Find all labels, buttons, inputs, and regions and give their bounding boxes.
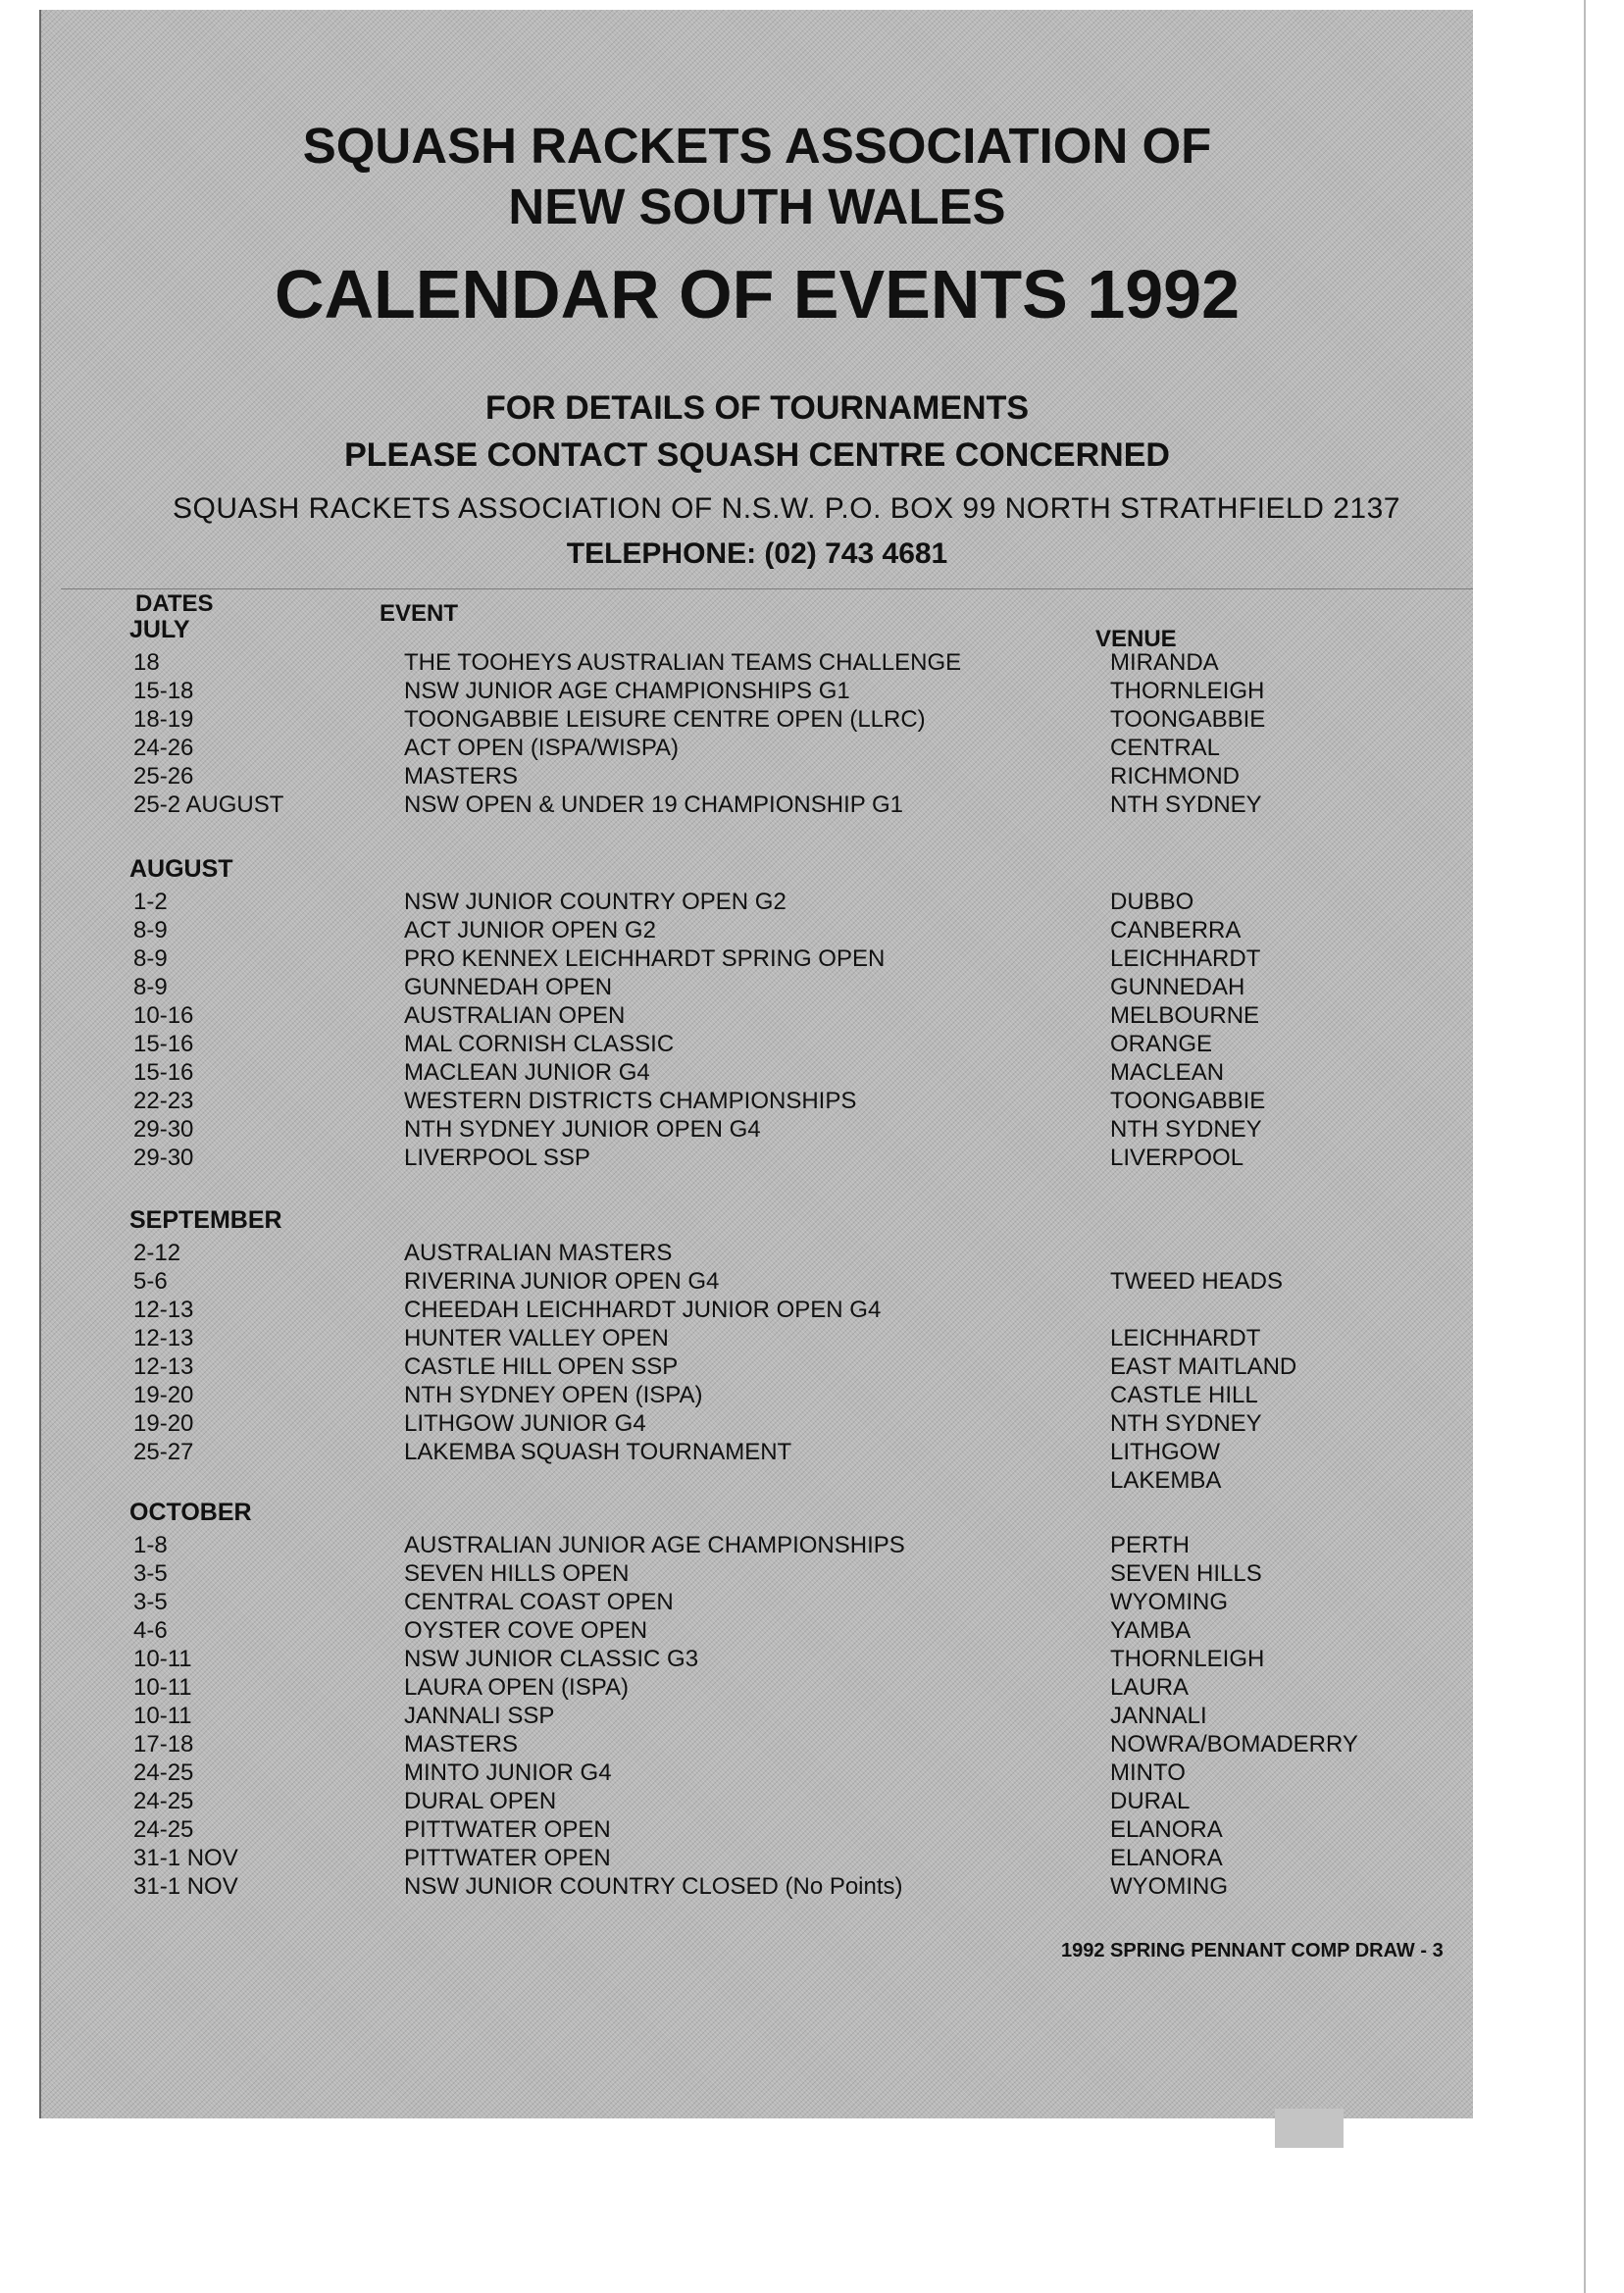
event-name: NSW JUNIOR COUNTRY OPEN G2 bbox=[404, 889, 787, 915]
event-venue: ELANORA bbox=[1110, 1845, 1223, 1871]
event-venue: LIVERPOOL bbox=[1110, 1145, 1244, 1171]
event-date: 29-30 bbox=[133, 1116, 194, 1143]
event-row bbox=[129, 1439, 1444, 1467]
event-name: NSW JUNIOR AGE CHAMPIONSHIPS G1 bbox=[404, 678, 850, 704]
event-venue: LAURA bbox=[1110, 1674, 1190, 1701]
event-name: TOONGABBIE LEISURE CENTRE OPEN (LLRC) bbox=[404, 706, 926, 733]
header-divider bbox=[61, 588, 1473, 589]
event-row bbox=[129, 1145, 1444, 1173]
event-date: 10-16 bbox=[133, 1002, 194, 1029]
month-label: AUGUST bbox=[129, 855, 233, 883]
event-name: NSW OPEN & UNDER 19 CHAMPIONSHIP G1 bbox=[404, 791, 903, 818]
event-date: 10-11 bbox=[133, 1703, 192, 1729]
event-date: 18 bbox=[133, 649, 160, 676]
event-name: LAURA OPEN (ISPA) bbox=[404, 1674, 629, 1701]
event-date: 4-6 bbox=[133, 1617, 168, 1644]
month-label: JULY bbox=[129, 616, 190, 643]
event-venue: WYOMING bbox=[1110, 1589, 1228, 1615]
event-date: 3-5 bbox=[133, 1589, 168, 1615]
event-date: 8-9 bbox=[133, 945, 168, 972]
event-date: 22-23 bbox=[133, 1088, 194, 1114]
event-name: MASTERS bbox=[404, 1731, 519, 1758]
event-venue: NTH SYDNEY bbox=[1110, 791, 1262, 818]
event-date: 12-13 bbox=[133, 1297, 194, 1323]
event-row bbox=[129, 1703, 1444, 1731]
event-name: PRO KENNEX LEICHHARDT SPRING OPEN bbox=[404, 945, 886, 972]
event-date: 12-13 bbox=[133, 1325, 194, 1351]
event-venue: TWEED HEADS bbox=[1110, 1268, 1284, 1295]
event-row bbox=[129, 889, 1444, 917]
event-name: HUNTER VALLEY OPEN bbox=[404, 1325, 669, 1351]
event-venue: WYOMING bbox=[1110, 1873, 1228, 1900]
event-venue: CASTLE HILL bbox=[1110, 1382, 1258, 1408]
event-row bbox=[129, 706, 1444, 735]
association-line-2: NEW SOUTH WALES bbox=[508, 178, 1006, 234]
event-venue: LITHGOW bbox=[1110, 1439, 1220, 1465]
event-date: 10-11 bbox=[133, 1646, 192, 1672]
association-name bbox=[41, 116, 1473, 177]
event-row bbox=[129, 1731, 1444, 1759]
event-name: NTH SYDNEY JUNIOR OPEN G4 bbox=[404, 1116, 761, 1143]
event-venue: CENTRAL bbox=[1110, 735, 1221, 761]
event-date: 24-26 bbox=[133, 735, 194, 761]
event-venue: LEICHHARDT bbox=[1110, 945, 1261, 972]
event-name: NTH SYDNEY OPEN (ISPA) bbox=[404, 1382, 703, 1408]
month-label: SEPTEMBER bbox=[129, 1206, 282, 1234]
event-row bbox=[129, 1059, 1444, 1088]
event-row bbox=[129, 917, 1444, 945]
event-name: LIVERPOOL SSP bbox=[404, 1145, 590, 1171]
event-row bbox=[129, 974, 1444, 1002]
postal-address: SQUASH RACKETS ASSOCIATION OF N.S.W. P.O. BOX 99 NORTH STRATHFIELD 2137 bbox=[173, 492, 1400, 525]
event-date: 24-25 bbox=[133, 1816, 194, 1843]
event-name: MAL CORNISH CLASSIC bbox=[404, 1031, 675, 1057]
event-row bbox=[129, 1816, 1444, 1845]
event-row bbox=[129, 1788, 1444, 1816]
event-date: 1-2 bbox=[133, 889, 168, 915]
event-row bbox=[129, 1759, 1444, 1788]
column-header-event: EVENT bbox=[380, 600, 459, 627]
sheet-bottom-tab bbox=[1275, 2109, 1344, 2148]
event-date: 17-18 bbox=[133, 1731, 194, 1758]
event-venue: MELBOURNE bbox=[1110, 1002, 1260, 1029]
event-venue: PERTH bbox=[1110, 1532, 1190, 1558]
event-name: JANNALI SSP bbox=[404, 1703, 555, 1729]
event-row bbox=[129, 735, 1444, 763]
event-date: 5-6 bbox=[133, 1268, 168, 1295]
event-venue: YAMBA bbox=[1110, 1617, 1192, 1644]
event-name: LAKEMBA SQUASH TOURNAMENT bbox=[404, 1439, 792, 1465]
event-date: 18-19 bbox=[133, 706, 194, 733]
event-venue: TOONGABBIE bbox=[1110, 706, 1266, 733]
event-row bbox=[129, 1560, 1444, 1589]
scanned-sheet bbox=[39, 10, 1473, 2118]
event-venue: NTH SYDNEY bbox=[1110, 1116, 1262, 1143]
event-row bbox=[129, 678, 1444, 706]
event-venue: JANNALI bbox=[1110, 1703, 1207, 1729]
event-row bbox=[129, 1617, 1444, 1646]
event-venue: MACLEAN bbox=[1110, 1059, 1225, 1086]
event-name: AUSTRALIAN OPEN bbox=[404, 1002, 626, 1029]
association-line-1: SQUASH RACKETS ASSOCIATION OF bbox=[302, 118, 1212, 174]
page-title: CALENDAR OF EVENTS 1992 bbox=[274, 256, 1241, 332]
event-date: 3-5 bbox=[133, 1560, 168, 1587]
event-date: 19-20 bbox=[133, 1410, 194, 1437]
event-name: NSW JUNIOR CLASSIC G3 bbox=[404, 1646, 699, 1672]
event-row bbox=[129, 791, 1444, 820]
event-date: 31-1 NOV bbox=[133, 1845, 238, 1871]
event-date: 29-30 bbox=[133, 1145, 194, 1171]
event-date: 24-25 bbox=[133, 1788, 194, 1814]
event-name: THE TOOHEYS AUSTRALIAN TEAMS CHALLENGE bbox=[404, 649, 962, 676]
event-date: 1-8 bbox=[133, 1532, 168, 1558]
event-row bbox=[129, 1116, 1444, 1145]
event-date: 15-18 bbox=[133, 678, 194, 704]
event-date: 12-13 bbox=[133, 1353, 194, 1380]
event-venue: DURAL bbox=[1110, 1788, 1191, 1814]
event-venue: DUBBO bbox=[1110, 889, 1194, 915]
event-name: ACT OPEN (ISPA/WISPA) bbox=[404, 735, 680, 761]
event-row bbox=[129, 1845, 1444, 1873]
event-date: 31-1 NOV bbox=[133, 1873, 238, 1900]
event-venue: ELANORA bbox=[1110, 1816, 1223, 1843]
event-name: PITTWATER OPEN bbox=[404, 1816, 611, 1843]
event-name: AUSTRALIAN MASTERS bbox=[404, 1240, 673, 1266]
event-row bbox=[129, 1410, 1444, 1439]
event-row bbox=[129, 1088, 1444, 1116]
event-row bbox=[129, 1268, 1444, 1297]
event-name: MACLEAN JUNIOR G4 bbox=[404, 1059, 650, 1086]
event-name: NSW JUNIOR COUNTRY CLOSED (No Points) bbox=[404, 1873, 903, 1900]
event-date: 10-11 bbox=[133, 1674, 192, 1701]
event-row bbox=[129, 1353, 1444, 1382]
page-footer: 1992 SPRING PENNANT COMP DRAW - 3 bbox=[1061, 1940, 1444, 1962]
event-venue: CANBERRA bbox=[1110, 917, 1242, 943]
event-name: CHEEDAH LEICHHARDT JUNIOR OPEN G4 bbox=[404, 1297, 882, 1323]
event-row bbox=[129, 1646, 1444, 1674]
event-date: 24-25 bbox=[133, 1759, 194, 1786]
event-name: MASTERS bbox=[404, 763, 519, 790]
event-name: SEVEN HILLS OPEN bbox=[404, 1560, 630, 1587]
event-date: 8-9 bbox=[133, 974, 168, 1000]
event-name: WESTERN DISTRICTS CHAMPIONSHIPS bbox=[404, 1088, 857, 1114]
event-name: DURAL OPEN bbox=[404, 1788, 557, 1814]
event-name: CASTLE HILL OPEN SSP bbox=[404, 1353, 679, 1380]
event-venue: GUNNEDAH bbox=[1110, 974, 1245, 1000]
page-edge-line bbox=[1584, 0, 1586, 2293]
event-venue: NTH SYDNEY bbox=[1110, 1410, 1262, 1437]
details-line-2: PLEASE CONTACT SQUASH CENTRE CONCERNED bbox=[344, 436, 1170, 474]
event-date: 2-12 bbox=[133, 1240, 181, 1266]
event-row bbox=[129, 649, 1444, 678]
event-date: 25-27 bbox=[133, 1439, 194, 1465]
event-name: PITTWATER OPEN bbox=[404, 1845, 611, 1871]
event-row bbox=[129, 1589, 1444, 1617]
event-name: RIVERINA JUNIOR OPEN G4 bbox=[404, 1268, 720, 1295]
event-row bbox=[129, 945, 1444, 974]
event-name: ACT JUNIOR OPEN G2 bbox=[404, 917, 656, 943]
event-name: GUNNEDAH OPEN bbox=[404, 974, 613, 1000]
event-venue: TOONGABBIE bbox=[1110, 1088, 1266, 1114]
association-state bbox=[41, 177, 1473, 237]
event-row bbox=[129, 1002, 1444, 1031]
event-row bbox=[129, 1240, 1444, 1268]
event-name: CENTRAL COAST OPEN bbox=[404, 1589, 674, 1615]
event-venue: LAKEMBA bbox=[1110, 1467, 1222, 1494]
event-venue: EAST MAITLAND bbox=[1110, 1353, 1297, 1380]
event-row bbox=[129, 1325, 1444, 1353]
event-venue: ORANGE bbox=[1110, 1031, 1213, 1057]
column-header-dates: DATES bbox=[135, 590, 214, 617]
event-venue: RICHMOND bbox=[1110, 763, 1240, 790]
event-venue: MINTO bbox=[1110, 1759, 1186, 1786]
event-date: 25-2 AUGUST bbox=[133, 791, 284, 818]
event-row bbox=[129, 1382, 1444, 1410]
event-name: MINTO JUNIOR G4 bbox=[404, 1759, 612, 1786]
event-row bbox=[129, 1873, 1444, 1902]
event-date: 15-16 bbox=[133, 1031, 194, 1057]
event-name: LITHGOW JUNIOR G4 bbox=[404, 1410, 646, 1437]
event-venue: LEICHHARDT bbox=[1110, 1325, 1261, 1351]
event-venue: SEVEN HILLS bbox=[1110, 1560, 1262, 1587]
event-name: AUSTRALIAN JUNIOR AGE CHAMPIONSHIPS bbox=[404, 1532, 905, 1558]
event-date: 19-20 bbox=[133, 1382, 194, 1408]
event-row bbox=[129, 1031, 1444, 1059]
event-row bbox=[129, 1532, 1444, 1560]
details-line-1: FOR DETAILS OF TOURNAMENTS bbox=[484, 389, 1030, 427]
event-venue: MIRANDA bbox=[1110, 649, 1219, 676]
event-date: 8-9 bbox=[133, 917, 168, 943]
event-row bbox=[129, 1297, 1444, 1325]
event-row bbox=[129, 1674, 1444, 1703]
event-venue: THORNLEIGH bbox=[1110, 1646, 1265, 1672]
event-date: 25-26 bbox=[133, 763, 194, 790]
month-label: OCTOBER bbox=[129, 1499, 252, 1526]
event-venue: NOWRA/BOMADERRY bbox=[1110, 1731, 1358, 1758]
telephone: TELEPHONE: (02) 743 4681 bbox=[566, 537, 948, 570]
event-row bbox=[129, 1467, 1444, 1496]
event-venue: THORNLEIGH bbox=[1110, 678, 1265, 704]
column-header-venue: VENUE bbox=[1095, 626, 1177, 652]
event-row bbox=[129, 763, 1444, 791]
event-name: OYSTER COVE OPEN bbox=[404, 1617, 648, 1644]
event-date: 15-16 bbox=[133, 1059, 194, 1086]
